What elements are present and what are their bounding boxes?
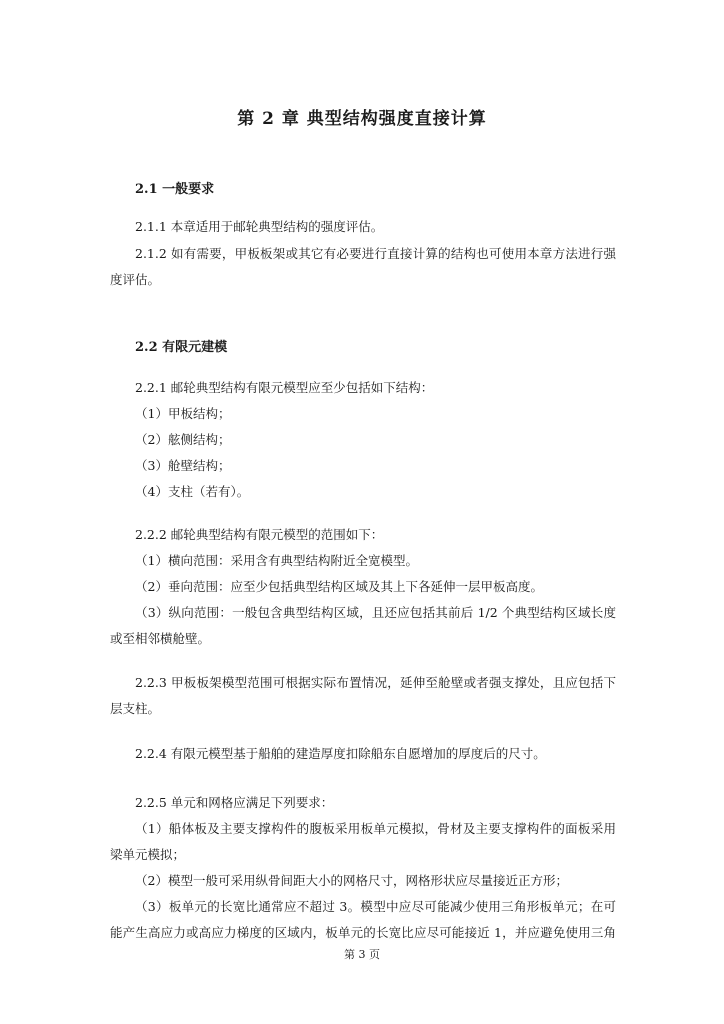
list-item: （2）垂向范围：应至少包括典型结构区域及其上下各延伸一层甲板高度。 [135, 579, 543, 594]
paragraph-2-2-3-line2: 层支柱。 [110, 701, 161, 716]
list-item: （1）船体板及主要支撑构件的腹板采用板单元模拟，骨材及主要支撑构件的面板采用 [135, 821, 616, 836]
list-item: （3）舱壁结构； [135, 458, 231, 473]
list-item: （4）支柱（若有）。 [135, 484, 250, 499]
paragraph-2-2-1: 2.2.1 邮轮典型结构有限元模型应至少包括如下结构： [135, 380, 434, 395]
paragraph-2-1-1: 2.1.1 本章适用于邮轮典型结构的强度评估。 [135, 219, 384, 234]
list-item: （2）模型一般可采用纵骨间距大小的网格尺寸，网格形状应尽量接近正方形； [135, 873, 568, 888]
paragraph-2-2-2: 2.2.2 邮轮典型结构有限元模型的范围如下： [135, 527, 384, 542]
paragraph-2-2-4: 2.2.4 有限元模型基于船舶的建造厚度扣除船东自愿增加的厚度后的尺寸。 [135, 746, 546, 761]
list-item-continuation: 梁单元模拟； [110, 847, 186, 862]
section-heading-2-1: 2.1 一般要求 [135, 182, 215, 197]
list-item: （3）纵向范围：一般包含典型结构区域，且还应包括其前后 1/2 个典型结构区域长度 [135, 605, 616, 620]
list-item: （2）舷侧结构； [135, 432, 231, 447]
chapter-title: 第 2 章 典型结构强度直接计算 [237, 109, 487, 129]
paragraph-2-2-5: 2.2.5 单元和网格应满足下列要求： [135, 795, 334, 810]
list-item: （3）板单元的长宽比通常应不超过 3。模型中应尽可能减少使用三角形板单元；在可 [135, 899, 616, 914]
list-item-continuation: 能产生高应力或高应力梯度的区域内，板单元的长宽比应尽可能接近 1，并应避免使用三角 [110, 925, 616, 940]
paragraph-2-1-2-line2: 度评估。 [110, 272, 161, 287]
paragraph-2-1-2-line1: 2.1.2 如有需要，甲板板架或其它有必要进行直接计算的结构也可使用本章方法进行强 [135, 246, 616, 261]
list-item: （1）甲板结构； [135, 406, 231, 421]
list-item-continuation: 或至相邻横舱壁。 [110, 631, 211, 646]
section-heading-2-2: 2.2 有限元建模 [135, 340, 228, 355]
page-number: 第 3 页 [344, 948, 380, 961]
list-item: （1）横向范围：采用含有典型结构附近全宽模型。 [135, 553, 418, 568]
paragraph-2-2-3-line1: 2.2.3 甲板板架模型范围可根据实际布置情况，延伸至舱壁或者强支撑处，且应包括下 [135, 675, 616, 690]
